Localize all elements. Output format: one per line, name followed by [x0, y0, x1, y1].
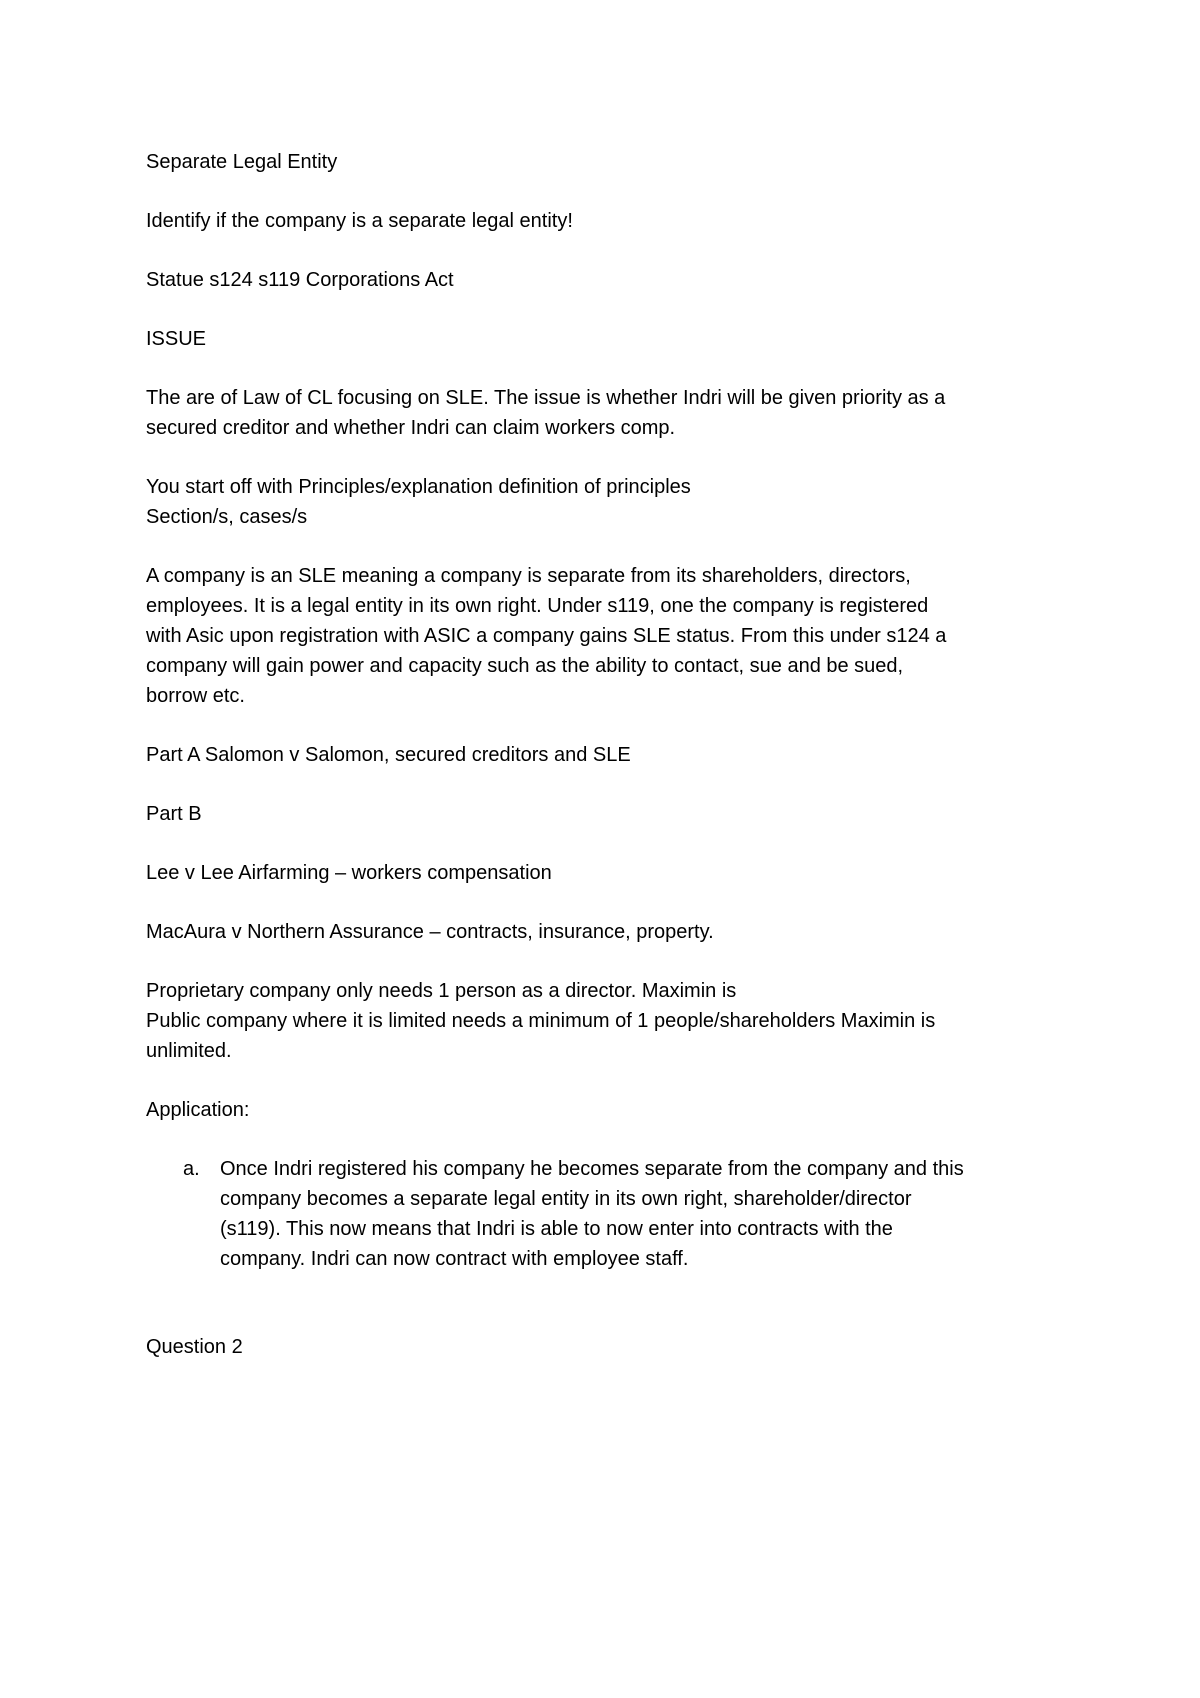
principles-paragraph: [146, 472, 1060, 532]
document-title: Separate Legal Entity: [146, 151, 338, 173]
part-b-heading: Part B: [146, 803, 202, 825]
lee-case-text: Lee v Lee Airfarming – workers compensation: [146, 862, 552, 884]
macaura-case-text: MacAura v Northern Assurance – contracts, insurance, property.: [146, 921, 714, 943]
sle-line: borrow etc.: [146, 685, 245, 707]
application-list: [146, 1154, 1060, 1274]
company-type-line: Proprietary company only needs 1 person as a director. Maximin is: [146, 980, 737, 1002]
application-line: company becomes a separate legal entity in its own right, shareholder/director: [220, 1188, 912, 1210]
principles-line: Section/s, cases/s: [146, 506, 308, 528]
sle-line: A company is an SLE meaning a company is separate from its shareholders, directors,: [146, 565, 911, 587]
question-heading: Question 2: [146, 1336, 243, 1358]
principles-line: You start off with Principles/explanation definition of principles: [146, 476, 691, 498]
application-line: (s119). This now means that Indri is able to now enter into contracts with the: [220, 1218, 893, 1240]
issue-paragraph: [146, 383, 1060, 443]
part-a-text: Part A Salomon v Salomon, secured creditors and SLE: [146, 744, 631, 766]
company-type-line: unlimited.: [146, 1040, 232, 1062]
application-line: Once Indri registered his company he becomes separate from the company and this: [220, 1158, 964, 1180]
application-heading: Application:: [146, 1099, 250, 1121]
issue-line: The are of Law of CL focusing on SLE. The issue is whether Indri will be given priority as a: [146, 387, 946, 409]
list-marker: a.: [183, 1158, 200, 1180]
sle-line: company will gain power and capacity such as the ability to contact, sue and be sued,: [146, 655, 904, 677]
sle-paragraph: [146, 561, 1060, 711]
sle-line: employees. It is a legal entity in its own right. Under s119, one the company is registered: [146, 595, 929, 617]
instruction-text: Identify if the company is a separate legal entity!: [146, 210, 573, 232]
sle-line: with Asic upon registration with ASIC a company gains SLE status. From this under s124 a: [146, 625, 947, 647]
statute-text: Statue s124 s119 Corporations Act: [146, 269, 454, 291]
application-line: company. Indri can now contract with employee staff.: [220, 1248, 689, 1270]
list-item: [146, 1154, 1060, 1274]
issue-heading: ISSUE: [146, 328, 207, 350]
company-type-line: Public company where it is limited needs a minimum of 1 people/shareholders Maximin is: [146, 1010, 936, 1032]
issue-line: secured creditor and whether Indri can claim workers comp.: [146, 417, 676, 439]
company-type-paragraph: [146, 976, 1060, 1066]
